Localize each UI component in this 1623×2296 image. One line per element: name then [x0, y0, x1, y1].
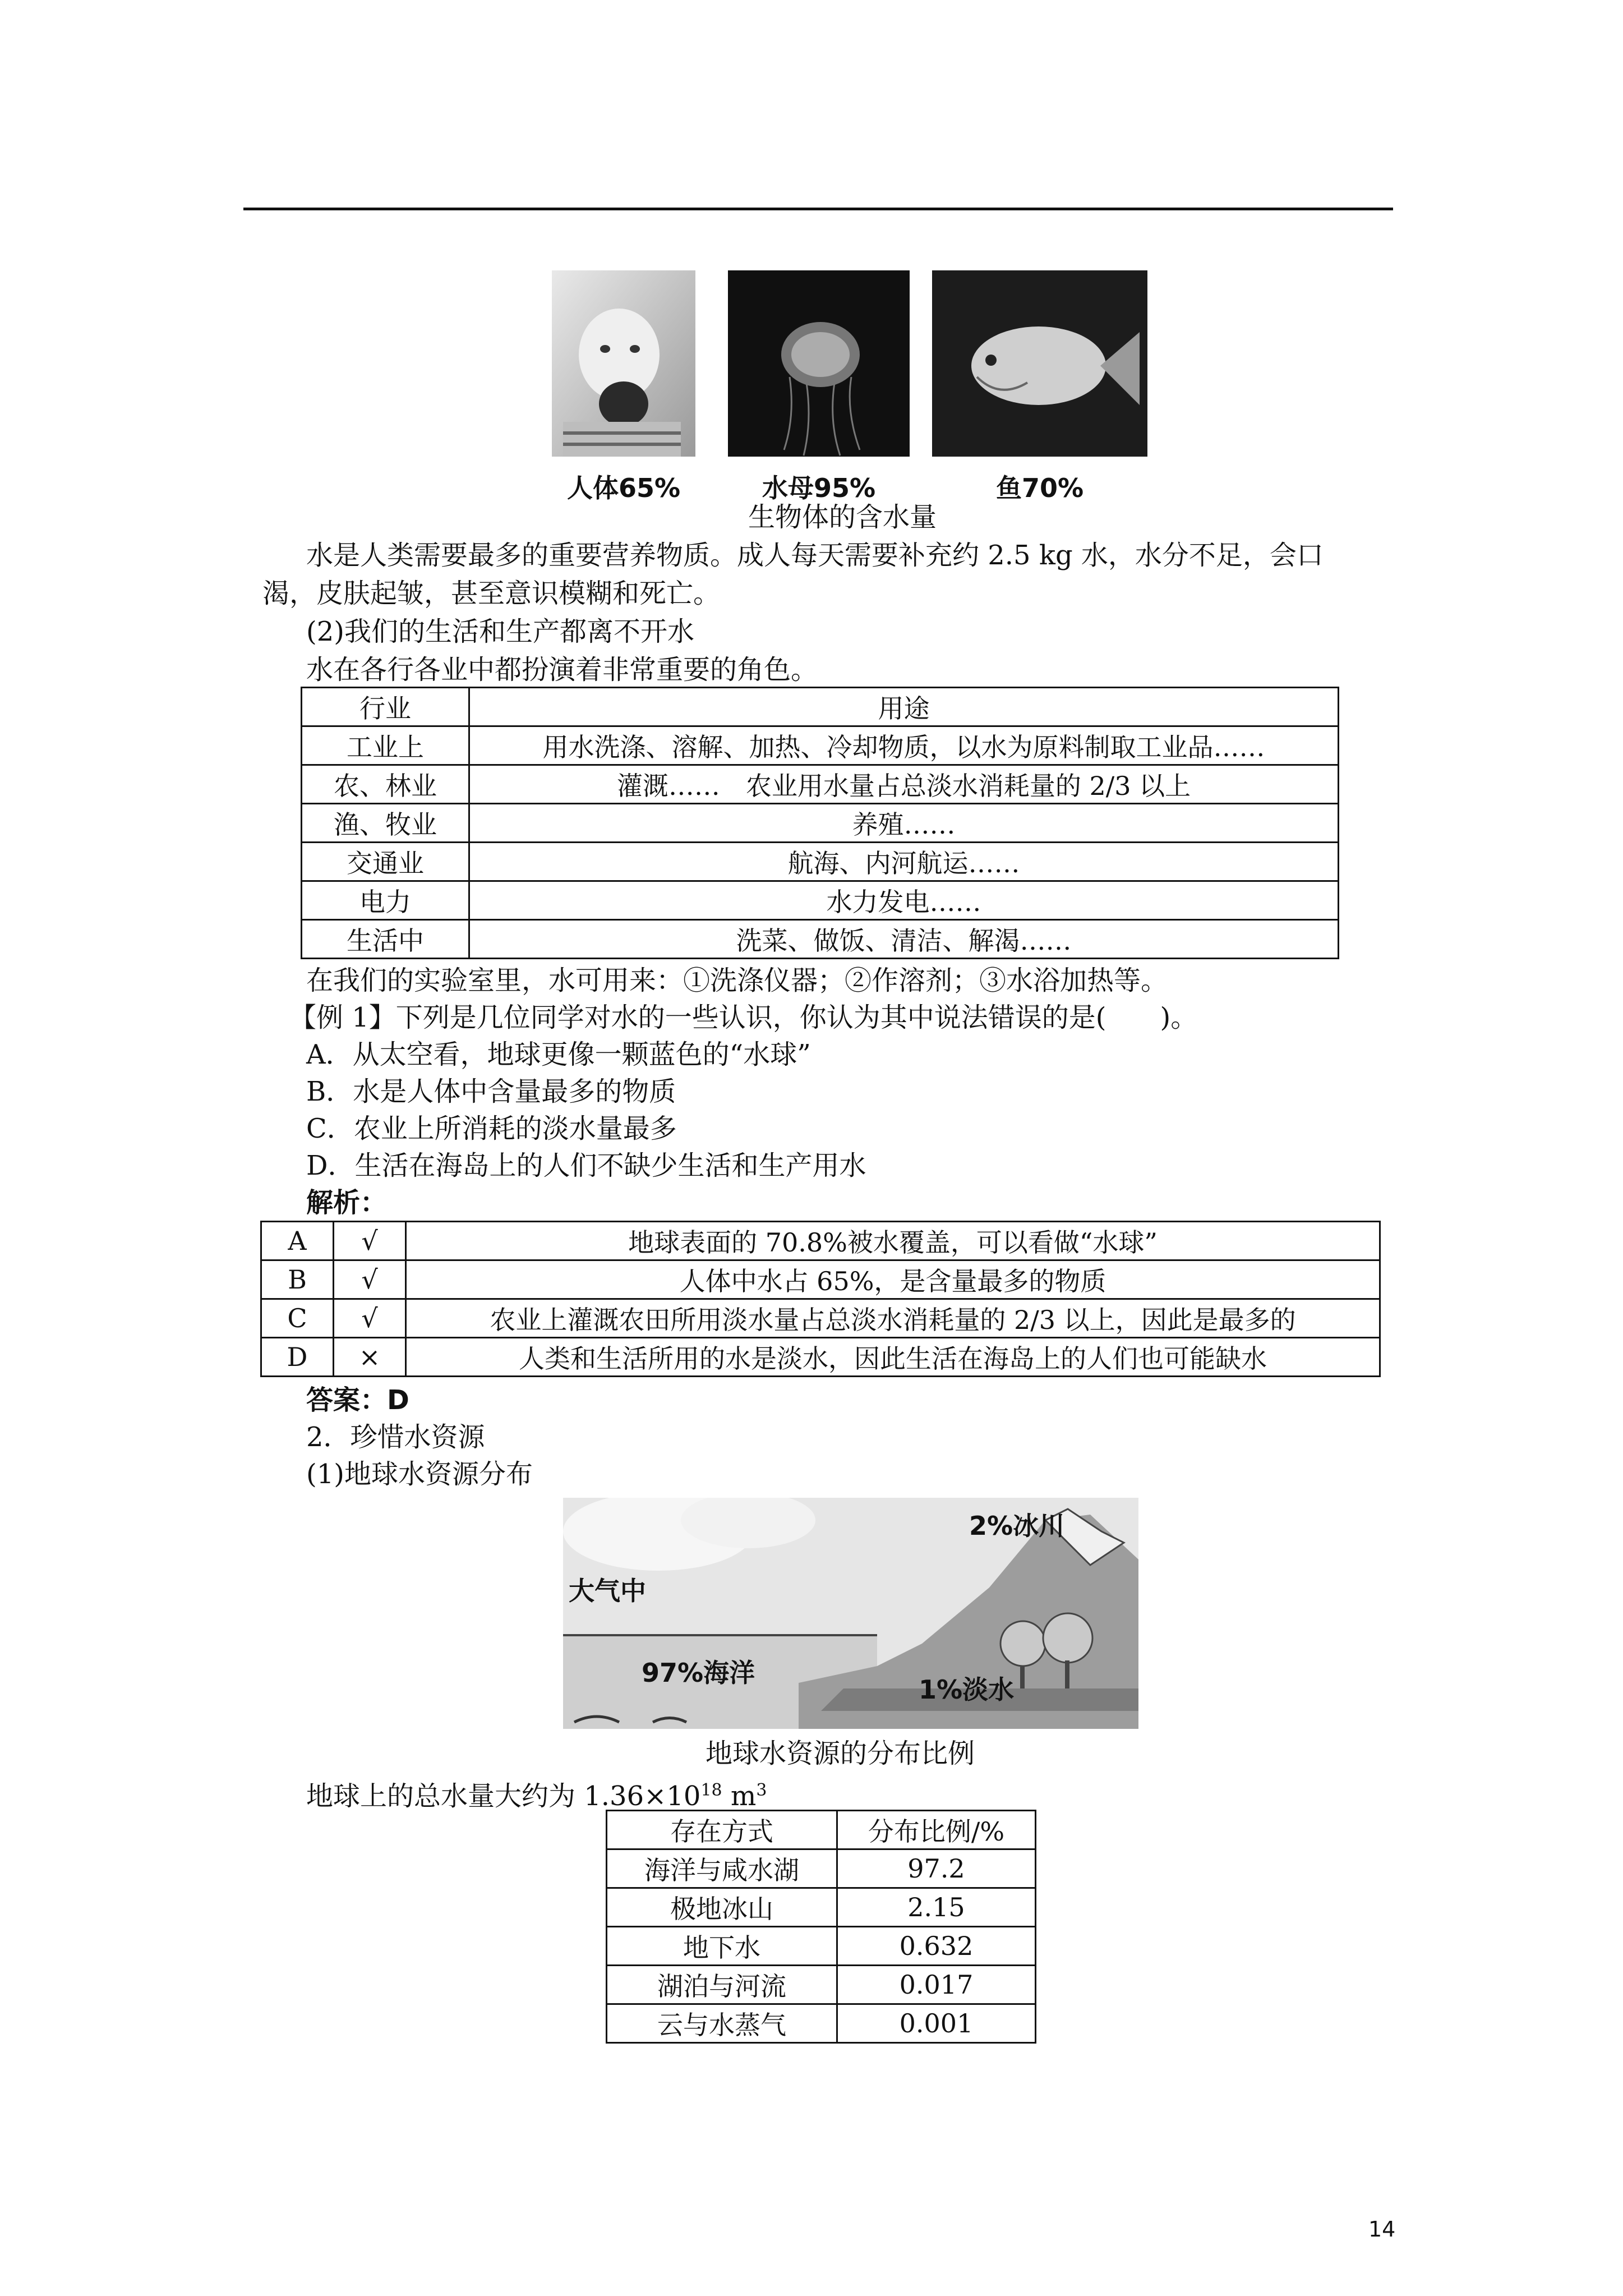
option-a: A．从太空看，地球更像一颗蓝色的“水球” [306, 1039, 811, 1070]
table-cell: 人类和生活所用的水是淡水，因此生活在海岛上的人们也可能缺水 [406, 1338, 1380, 1377]
table-cell: 洗菜、做饭、清洁、解渴…… [469, 920, 1339, 959]
table-cell: 养殖…… [469, 804, 1339, 843]
table-cell: 2.15 [837, 1888, 1036, 1927]
table-cell: 农业上灌溉农田所用淡水量占总淡水消耗量的 2/3 以上，因此是最多的 [406, 1299, 1380, 1338]
table-cell: × [334, 1338, 406, 1377]
page-number: 14 [1368, 2217, 1396, 2242]
table-cell: √ [334, 1222, 406, 1260]
header-rule [243, 208, 1393, 210]
photo-jellyfish [728, 270, 910, 457]
table-cell: A [261, 1222, 334, 1260]
option-b: B．水是人体中含量最多的物质 [306, 1076, 676, 1107]
table-cell: 灌溉…… 农业用水量占总淡水消耗量的 2/3 以上 [469, 765, 1339, 804]
table-cell: 生活中 [302, 920, 469, 959]
fish-image [932, 270, 1147, 457]
table-cell: B [261, 1260, 334, 1299]
table-cell: C [261, 1299, 334, 1338]
table-header: 分布比例/% [837, 1811, 1036, 1849]
water-distribution-figure [563, 1498, 1138, 1729]
caption-jellyfish: 水母95% [762, 473, 876, 503]
table-cell: √ [334, 1260, 406, 1299]
table-cell: 渔、牧业 [302, 804, 469, 843]
table-cell: 电力 [302, 881, 469, 920]
table-cell: √ [334, 1299, 406, 1338]
analysis-table [260, 1221, 1381, 1377]
table-cell: 农、林业 [302, 765, 469, 804]
answer-label: 答案：D [306, 1384, 409, 1416]
analysis-label: 解析： [306, 1187, 388, 1218]
photo-baby [552, 270, 695, 457]
subheading: (2)我们的生活和生产都离不开水 [306, 616, 694, 647]
table-cell: 97.2 [837, 1849, 1036, 1888]
table-cell: 水力发电…… [469, 881, 1339, 920]
paragraph-line: 在我们的实验室里，水可用来：①洗涤仪器；②作溶剂；③水浴加热等。 [306, 965, 1168, 996]
table-cell: 0.001 [837, 2004, 1036, 2043]
paragraph-line: 水是人类需要最多的重要营养物质。成人每天需要补充约 2.5 kg 水，水分不足，会口 [306, 540, 1324, 571]
table-header: 行业 [302, 688, 469, 726]
label-ocean: 97%海洋 [642, 1658, 755, 1688]
figure2-title: 地球水资源的分布比例 [706, 1738, 975, 1769]
section-heading: 2．珍惜水资源 [306, 1421, 485, 1453]
baby-image [552, 270, 695, 457]
photo-fish [932, 270, 1147, 457]
usage-table [301, 687, 1339, 959]
table-cell: 极地冰山 [607, 1888, 837, 1927]
table-cell: D [261, 1338, 334, 1377]
jellyfish-image [728, 270, 910, 457]
caption-fish: 鱼70% [995, 473, 1084, 503]
caption-human: 人体65% [566, 473, 681, 503]
table-header: 存在方式 [607, 1811, 837, 1849]
option-d: D．生活在海岛上的人们不缺少生活和生产用水 [306, 1150, 866, 1181]
table-cell: 用水洗涤、溶解、加热、冷却物质，以水为原料制取工业品…… [469, 726, 1339, 765]
distribution-table [606, 1810, 1036, 2044]
exponent: 18 [700, 1780, 722, 1800]
label-fresh-water: 1%淡水 [919, 1674, 1015, 1705]
table-cell: 工业上 [302, 726, 469, 765]
example-question: 【例 1】下列是几位同学对水的一些认识，你认为其中说法错误的是( )。 [289, 1002, 1198, 1033]
total-water-line [306, 1773, 767, 1814]
table-cell: 地下水 [607, 1927, 837, 1966]
table-cell: 云与水蒸气 [607, 2004, 837, 2043]
table-header: 用途 [469, 688, 1339, 726]
table-cell: 湖泊与河流 [607, 1966, 837, 2004]
table-cell: 海洋与咸水湖 [607, 1849, 837, 1888]
table-cell: 0.632 [837, 1927, 1036, 1966]
unit-exponent: 3 [756, 1780, 767, 1800]
table-cell: 地球表面的 70.8%被水覆盖，可以看做“水球” [406, 1222, 1380, 1260]
label-glacier: 2%冰川 [969, 1511, 1065, 1541]
unit-text: m [722, 1780, 757, 1812]
total-water-text: 地球上的总水量大约为 1.36×10 [306, 1780, 701, 1812]
figure1-title: 生物体的含水量 [748, 501, 937, 533]
table-cell: 航海、内河航运…… [469, 843, 1339, 881]
table-cell: 0.017 [837, 1966, 1036, 2004]
paragraph-line: 渴，皮肤起皱，甚至意识模糊和死亡。 [262, 578, 721, 609]
table-cell: 人体中水占 65%，是含量最多的物质 [406, 1260, 1380, 1299]
subheading: (1)地球水资源分布 [306, 1458, 533, 1490]
label-atmosphere: 大气中 [569, 1576, 646, 1606]
paragraph-line: 水在各行各业中都扮演着非常重要的角色。 [306, 654, 818, 685]
table-cell: 交通业 [302, 843, 469, 881]
option-c: C．农业上所消耗的淡水量最多 [306, 1113, 677, 1144]
